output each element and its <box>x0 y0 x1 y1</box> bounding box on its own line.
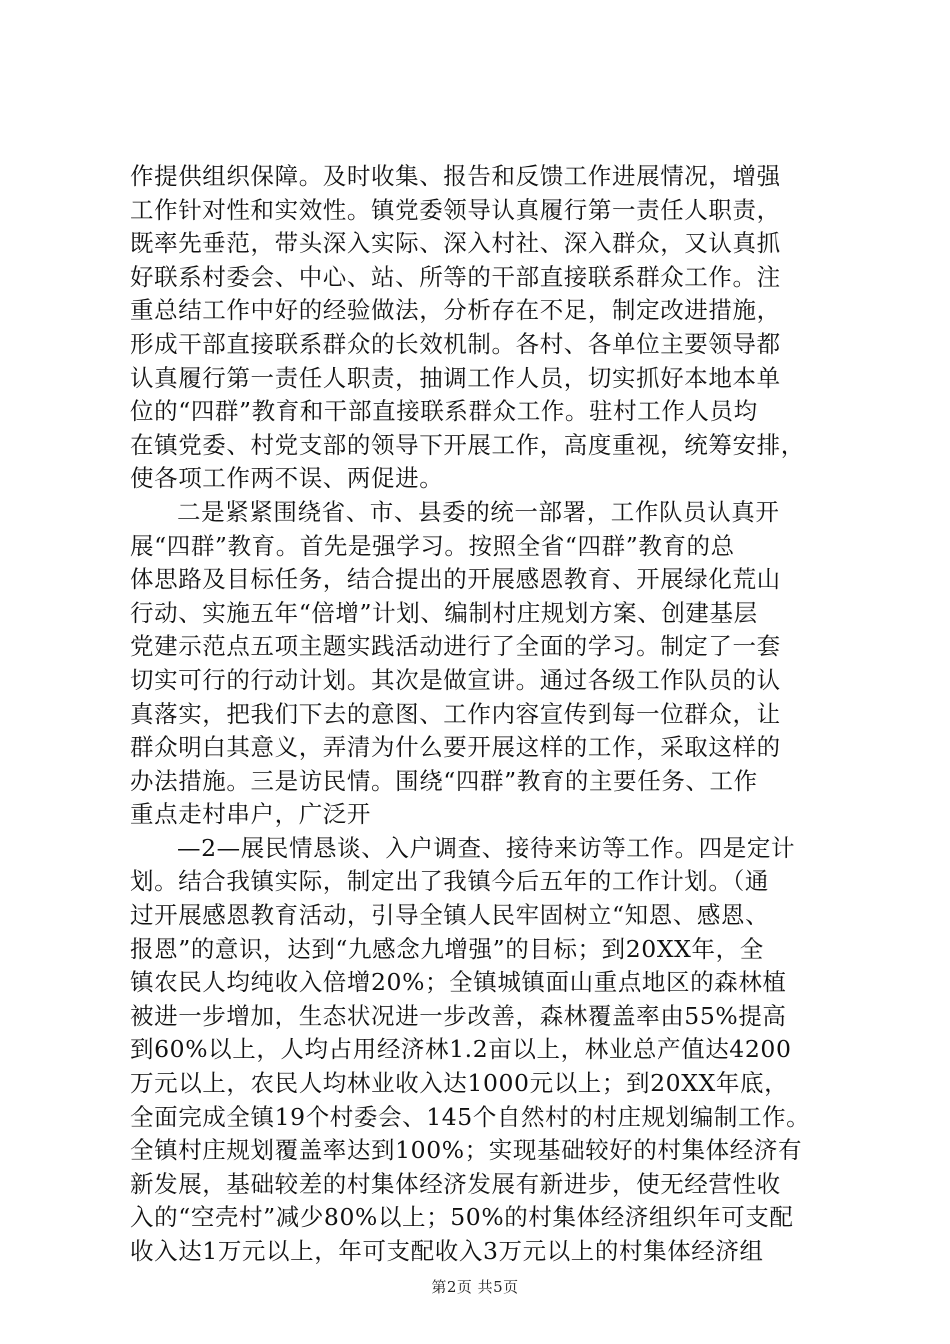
text-line: 体思路及目标任务，结合提出的开展感恩教育、开展绿化荒山 <box>130 565 781 594</box>
text-line: 在镇党委、村党支部的领导下开展工作，高度重视，统筹安排， <box>130 430 805 459</box>
text-line: 切实可行的行动计划。其次是做宣讲。通过各级工作队员的认 <box>130 665 781 694</box>
text-line: 重总结工作中好的经验做法，分析存在不足，制定改进措施， <box>130 296 781 325</box>
text-line: 好联系村委会、中心、站、所等的干部直接联系群众工作。注 <box>130 262 781 291</box>
text-line: 真落实，把我们下去的意图、工作内容宣传到每一位群众，让 <box>130 699 781 728</box>
paragraph-start-line: —2—展民情恳谈、入户调查、接待来访等工作。四是定计 <box>177 833 796 862</box>
document-body <box>130 160 840 1269</box>
text-line: 收入达1万元以上，年可支配收入3万元以上的村集体经济组 <box>130 1237 764 1265</box>
text-line: 划。结合我镇实际，制定出了我镇今后五年的工作计划。（通 <box>130 867 769 896</box>
text-line: 展“四群”教育。首先是强学习。按照全省“四群”教育的总 <box>130 531 735 560</box>
text-line: 群众明白其意义，弄清为什么要开展这样的工作，采取这样的 <box>130 733 781 762</box>
text-line: 工作针对性和实效性。镇党委领导认真履行第一责任人职责， <box>130 195 781 224</box>
text-line: 过开展感恩教育活动，引导全镇人民牢固树立“知恩、感恩、 <box>130 901 770 930</box>
paragraph-start-line: 二是紧紧围绕省、市、县委的统一部署，工作队员认真开 <box>177 497 780 526</box>
text-line: 党建示范点五项主题实践活动进行了全面的学习。制定了一套 <box>130 632 781 661</box>
text-line: 被进一步增加，生态状况进一步改善，森林覆盖率由55%提高 <box>130 1001 787 1030</box>
text-line: 报恩”的意识，达到“九感念九增强”的目标；到20XX年，全 <box>130 934 764 963</box>
text-line: 行动、实施五年“倍增”计划、编制村庄规划方案、创建基层 <box>130 598 758 627</box>
text-line: 全面完成全镇19个村委会、145个自然村的村庄规划编制工作。 <box>130 1102 811 1131</box>
text-line: 新发展，基础较差的村集体经济发展有新进步，使无经营性收 <box>130 1169 781 1198</box>
text-line: 入的“空壳村”减少80%以上；50%的村集体经济组织年可支配 <box>130 1203 794 1232</box>
text-line: 到60%以上，人均占用经济林1.2亩以上，林业总产值达4200 <box>130 1035 792 1064</box>
text-line: 镇农民人均纯收入倍增20%；全镇城镇面山重点地区的森林植 <box>130 968 787 997</box>
text-line: 万元以上，农民人均林业收入达1000元以上；到20XX年底， <box>130 1069 789 1098</box>
text-line: 既率先垂范，带头深入实际、深入村社、深入群众，又认真抓 <box>130 229 781 258</box>
text-line: 位的“四群”教育和干部直接联系群众工作。驻村工作人员均 <box>130 397 758 426</box>
page-number-footer: 第2页 共5页 <box>431 1278 519 1296</box>
text-line: 认真履行第一责任人职责，抽调工作人员，切实抓好本地本单 <box>130 363 781 392</box>
text-line: 办法措施。三是访民情。围绕“四群”教育的主要任务、工作 <box>130 766 758 795</box>
text-line: 使各项工作两不误、两促进。 <box>130 464 444 493</box>
text-line: 重点走村串户，广泛开 <box>130 800 371 829</box>
text-line: 作提供组织保障。及时收集、报告和反馈工作进展情况，增强 <box>130 162 781 190</box>
text-line: 形成干部直接联系群众的长效机制。各村、各单位主要领导都 <box>130 329 781 358</box>
text-line: 全镇村庄规划覆盖率达到100%；实现基础较好的村集体经济有 <box>130 1136 803 1165</box>
